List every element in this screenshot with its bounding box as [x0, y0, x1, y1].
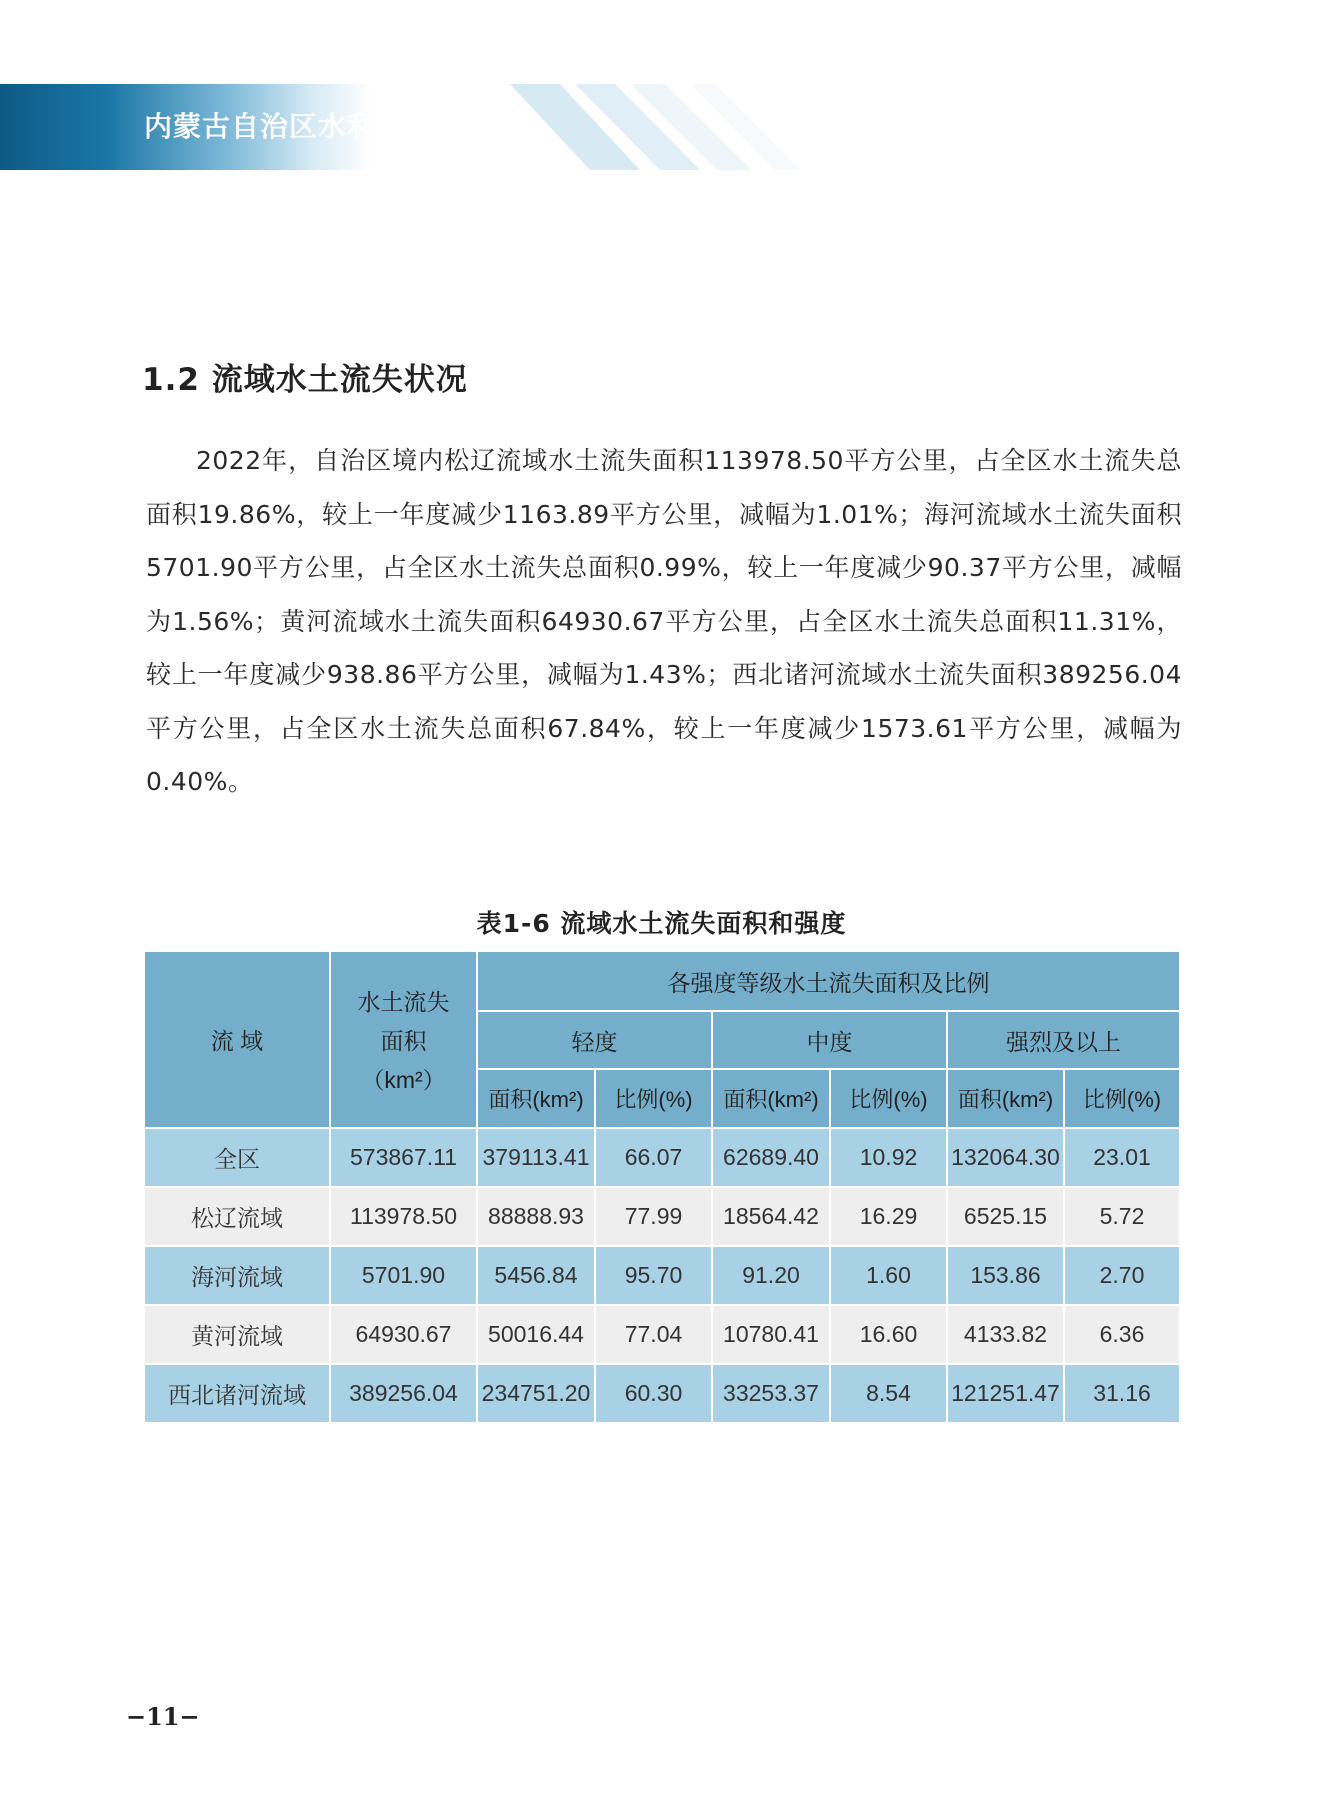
- cell-basin: 西北诸河流域: [144, 1364, 330, 1423]
- table-row: [144, 1305, 1180, 1364]
- body-paragraph: 2022年，自治区境内松辽流域水土流失面积113978.50平方公里，占全区水土流失总面积19.86%，较上一年度减少1163.89平方公里，减幅为1.01%；海河流域水土流失面积5701.90平方公里，占全区水土流失总面积0.99%，较上一年度减少90.37平方公里，减幅为1.56%；黄河流域水土流失面积64930.67平方公里，占全区水土流失总面积11.31%，较上一年度减少938.86平方公里，减幅为1.43%；西北诸河流域水土流失面积389256.04平方公里，占全区水土流失总面积67.84%，较上一年度减少1573.61平方公里，减幅为0.40%。: [146, 446, 1182, 796]
- header-light-ratio: 比例(%): [595, 1069, 712, 1128]
- header-total-area-line2: 面积: [380, 1028, 427, 1054]
- cell-severe-area: 132064.30: [947, 1128, 1064, 1187]
- header-basin: 流 域: [144, 951, 330, 1128]
- cell-moderate-ratio: 16.60: [830, 1305, 947, 1364]
- cell-severe-ratio: 6.36: [1064, 1305, 1180, 1364]
- cell-moderate-area: 18564.42: [712, 1187, 830, 1246]
- cell-moderate-area: 62689.40: [712, 1128, 830, 1187]
- cell-severe-ratio: 2.70: [1064, 1246, 1180, 1305]
- cell-light-area: 50016.44: [477, 1305, 595, 1364]
- cell-moderate-area: 91.20: [712, 1246, 830, 1305]
- header-total-area: [330, 951, 477, 1128]
- header-total-area-line1: 水土流失: [357, 989, 450, 1015]
- cell-light-ratio: 60.30: [595, 1364, 712, 1423]
- table-row: [144, 1187, 1180, 1246]
- cell-light-area: 379113.41: [477, 1128, 595, 1187]
- header-moderate-ratio: 比例(%): [830, 1069, 947, 1128]
- page-number: −11−: [126, 1702, 200, 1731]
- cell-moderate-area: 10780.41: [712, 1305, 830, 1364]
- table-row: [144, 1246, 1180, 1305]
- cell-severe-area: 6525.15: [947, 1187, 1064, 1246]
- table-row: [144, 1128, 1180, 1187]
- cell-severe-ratio: 23.01: [1064, 1128, 1180, 1187]
- table-caption: 表1-6 流域水土流失面积和强度: [476, 909, 847, 938]
- table-row: [144, 1364, 1180, 1423]
- cell-basin: 海河流域: [144, 1246, 330, 1305]
- cell-severe-area: 4133.82: [947, 1305, 1064, 1364]
- cell-area: 64930.67: [330, 1305, 477, 1364]
- cell-area: 113978.50: [330, 1187, 477, 1246]
- cell-moderate-ratio: 16.29: [830, 1187, 947, 1246]
- cell-severe-area: 153.86: [947, 1246, 1064, 1305]
- cell-light-ratio: 77.04: [595, 1305, 712, 1364]
- header-title: 内蒙古自治区水利厅: [144, 110, 406, 143]
- cell-basin: 黄河流域: [144, 1305, 330, 1364]
- cell-basin: 全区: [144, 1128, 330, 1187]
- cell-moderate-area: 33253.37: [712, 1364, 830, 1423]
- cell-light-ratio: 77.99: [595, 1187, 712, 1246]
- cell-area: 573867.11: [330, 1128, 477, 1187]
- header-total-area-unit: （km²）: [361, 1067, 446, 1093]
- section-title: 1.2 流域水土流失状况: [142, 362, 468, 398]
- cell-light-area: 5456.84: [477, 1246, 595, 1305]
- cell-moderate-ratio: 1.60: [830, 1246, 947, 1305]
- cell-light-ratio: 95.70: [595, 1246, 712, 1305]
- header-moderate-area: 面积(km²): [712, 1069, 830, 1128]
- cell-light-area: 234751.20: [477, 1364, 595, 1423]
- cell-light-ratio: 66.07: [595, 1128, 712, 1187]
- cell-moderate-ratio: 8.54: [830, 1364, 947, 1423]
- header-light-area: 面积(km²): [477, 1069, 595, 1128]
- header-severe-ratio: 比例(%): [1064, 1069, 1180, 1128]
- cell-severe-area: 121251.47: [947, 1364, 1064, 1423]
- cell-basin: 松辽流域: [144, 1187, 330, 1246]
- cell-light-area: 88888.93: [477, 1187, 595, 1246]
- cell-severe-ratio: 31.16: [1064, 1364, 1180, 1423]
- header-light: 轻度: [477, 1011, 712, 1069]
- cell-moderate-ratio: 10.92: [830, 1128, 947, 1187]
- cell-severe-ratio: 5.72: [1064, 1187, 1180, 1246]
- header-moderate: 中度: [712, 1011, 947, 1069]
- header-severe: 强烈及以上: [947, 1011, 1180, 1069]
- cell-area: 5701.90: [330, 1246, 477, 1305]
- header-severe-area: 面积(km²): [947, 1069, 1064, 1128]
- cell-area: 389256.04: [330, 1364, 477, 1423]
- erosion-table: [143, 950, 1181, 1424]
- header-intensity-group: 各强度等级水土流失面积及比例: [477, 951, 1180, 1011]
